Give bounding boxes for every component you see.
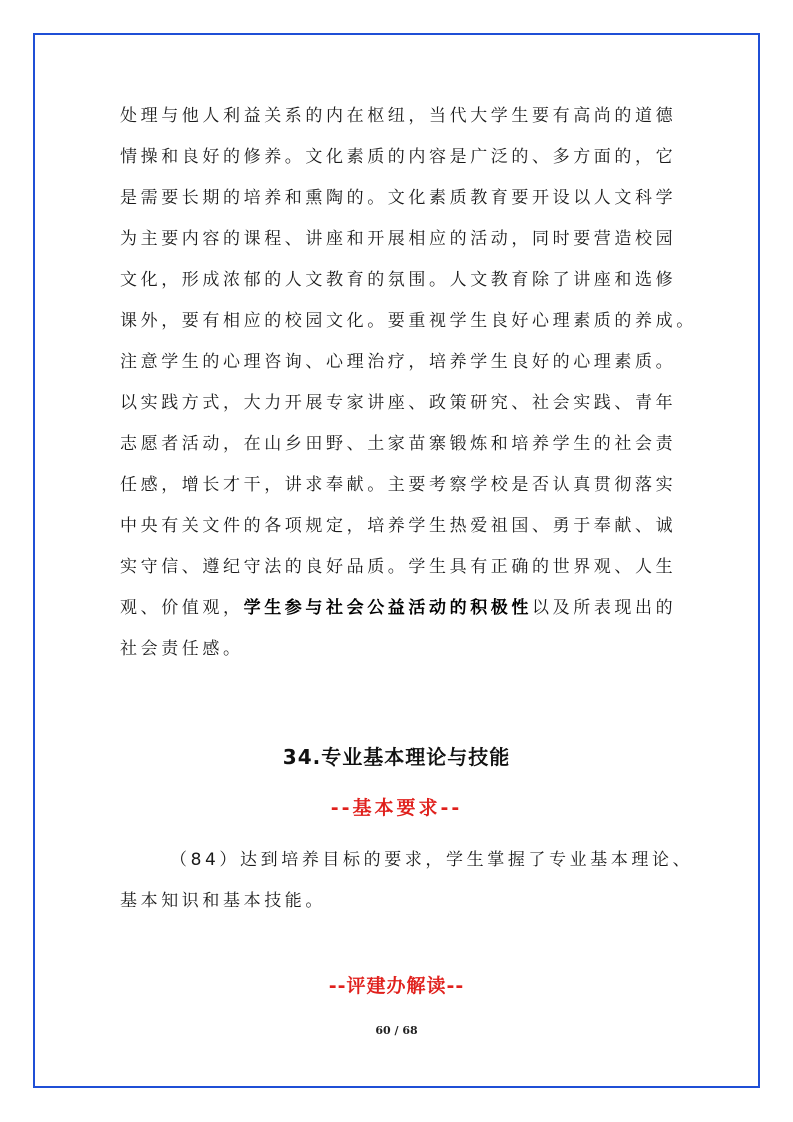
text-segment: 观、价值观， bbox=[120, 598, 244, 618]
text-line: 为主要内容的课程、讲座和开展相应的活动，同时要营造校园 bbox=[120, 229, 677, 249]
emphasized-text: 学生参与社会公益活动的积极性 bbox=[243, 598, 533, 618]
text-line: 实守信、遵纪守法的良好品质。学生具有正确的世界观、人生 bbox=[120, 557, 677, 577]
text-line: 处理与他人利益关系的内在枢纽，当代大学生要有高尚的道德 bbox=[120, 106, 677, 126]
text-line: 情操和良好的修养。文化素质的内容是广泛的、多方面的，它 bbox=[120, 147, 677, 167]
text-line: 注意学生的心理咨询、心理治疗，培养学生良好的心理素质。 bbox=[120, 352, 677, 372]
basic-requirement-heading: --基本要求-- bbox=[330, 797, 463, 819]
text-line: 社会责任感。 bbox=[120, 639, 244, 659]
text-line: 课外，要有相应的校园文化。要重视学生良好心理素质的养成。 bbox=[120, 311, 697, 331]
page-number: 60 / 68 bbox=[375, 1024, 418, 1037]
text-line: 中央有关文件的各项规定，培养学生热爱祖国、勇于奉献、诚 bbox=[120, 516, 677, 536]
text-line: 任感，增长才干，讲求奉献。主要考察学校是否认真贯彻落实 bbox=[120, 475, 677, 495]
text-line: 基本知识和基本技能。 bbox=[120, 891, 326, 911]
requirement-paragraph bbox=[120, 840, 694, 922]
text-segment: 以及所表现出的 bbox=[532, 598, 677, 618]
interpretation-heading: --评建办解读-- bbox=[328, 975, 465, 997]
text-line: （84）达到培养目标的要求，学生掌握了专业基本理论、 bbox=[170, 850, 694, 870]
text-line: 以实践方式，大力开展专家讲座、政策研究、社会实践、青年 bbox=[120, 393, 677, 413]
text-line-with-emphasis bbox=[120, 588, 676, 629]
body-paragraph bbox=[120, 96, 697, 670]
text-line: 志愿者活动，在山乡田野、土家苗寨锻炼和培养学生的社会责 bbox=[120, 434, 677, 454]
section-title: 34.专业基本理论与技能 bbox=[282, 745, 511, 769]
text-line: 文化，形成浓郁的人文教育的氛围。人文教育除了讲座和选修 bbox=[120, 270, 677, 290]
text-line: 是需要长期的培养和熏陶的。文化素质教育要开设以人文科学 bbox=[120, 188, 677, 208]
